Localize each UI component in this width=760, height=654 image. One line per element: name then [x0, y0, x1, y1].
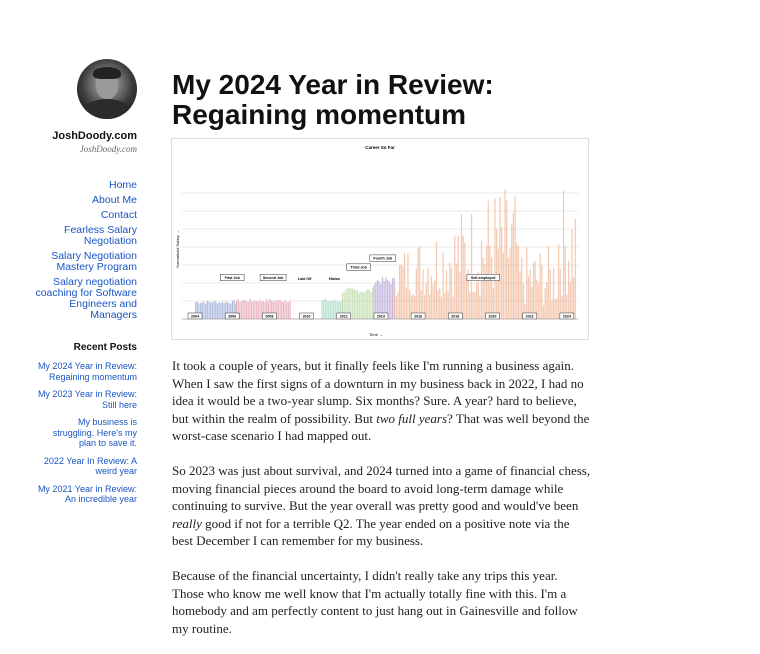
- chart-bar: [476, 283, 477, 319]
- chart-bar: [508, 258, 509, 319]
- chart-bar: [541, 265, 542, 319]
- chart-bar: [488, 201, 489, 319]
- chart-bar: [286, 302, 287, 319]
- chart-bar: [441, 297, 442, 319]
- post-paragraph: It took a couple of years, but it finally feels like I'm running a business again. When I saw the first signs of a downturn in my business back in 2022, I had no idea it would be a two-year slump. Six months? Sure. A year? hard to believe, but within the realm of possibility. But two full years? That was well beyond the worst-case scenario I had mapped out.: [172, 358, 590, 444]
- chart-bar: [254, 300, 255, 319]
- chart-bar: [491, 258, 492, 319]
- chart-bar: [436, 242, 437, 319]
- chart-bar: [511, 223, 512, 319]
- chart-bar: [459, 273, 460, 319]
- chart-bar: [249, 299, 250, 319]
- chart-tick-label: 2018: [451, 314, 460, 319]
- post-title: My 2024 Year in Review: Regaining momentum: [172, 69, 494, 130]
- chart-bar: [451, 268, 452, 319]
- chart-bar: [218, 302, 219, 319]
- chart-bar: [407, 254, 408, 319]
- chart-bar: [367, 290, 368, 319]
- chart-bar: [503, 253, 504, 319]
- chart-bar: [514, 196, 515, 319]
- recent-post-link[interactable]: My business is struggling. Here's my plan to save it.: [52, 417, 137, 448]
- chart-bar: [360, 292, 361, 319]
- chart-bar: [399, 265, 400, 319]
- chart-bar: [422, 269, 423, 319]
- chart-bar: [223, 303, 224, 319]
- chart-bar: [208, 302, 209, 319]
- chart-bar: [528, 276, 529, 319]
- recent-posts-list: [37, 361, 137, 512]
- chart-bar: [213, 301, 214, 319]
- recent-posts-heading: Recent Posts: [73, 342, 137, 353]
- chart-bar: [429, 294, 430, 319]
- chart-annotation: Self-employed: [470, 275, 496, 280]
- chart-bar: [463, 236, 464, 319]
- recent-post-link[interactable]: My 2023 Year in Review: Still here: [37, 389, 137, 410]
- chart-bar: [496, 229, 497, 319]
- chart-bar: [575, 219, 576, 319]
- chart-bar: [222, 301, 223, 319]
- chart-bar: [526, 247, 527, 319]
- chart-bar: [432, 285, 433, 319]
- chart-bar: [239, 302, 240, 319]
- recent-post-link[interactable]: 2022 Year In Review: A weird year: [43, 455, 137, 476]
- chart-bar: [456, 263, 457, 319]
- chart-bar: [396, 296, 397, 319]
- chart-bar: [558, 245, 559, 319]
- chart-title: Career So Far: [365, 145, 395, 150]
- chart-bar: [501, 227, 502, 319]
- chart-bar: [548, 246, 549, 319]
- chart-bar: [284, 301, 285, 319]
- chart-bar: [258, 302, 259, 319]
- chart-annotation: Hiatus: [328, 277, 340, 282]
- chart-bar: [248, 302, 249, 319]
- chart-bar: [426, 282, 427, 319]
- chart-bar: [516, 243, 517, 319]
- post-body: [172, 357, 592, 654]
- chart-bar: [529, 270, 530, 319]
- chart-annotation: Second Job: [262, 275, 284, 280]
- chart-bar: [281, 302, 282, 319]
- chart-bar: [419, 246, 420, 319]
- nav-fearless-salary-negotiation[interactable]: Fearless Salary Negotiation: [64, 224, 137, 247]
- chart-bar: [437, 290, 438, 319]
- chart-bar: [409, 290, 410, 319]
- chart-bar: [278, 300, 279, 319]
- chart-bar: [486, 246, 487, 319]
- chart-bar: [328, 301, 329, 319]
- chart-bar: [534, 261, 535, 319]
- chart-bar: [449, 263, 450, 319]
- chart-bar: [401, 265, 402, 319]
- recent-post-link[interactable]: My 2024 Year in Review: Regaining momentum: [37, 361, 137, 382]
- chart-bar: [416, 268, 417, 319]
- avatar-shoulders: [81, 99, 133, 119]
- chart-bar: [288, 302, 289, 319]
- chart-bar: [389, 281, 390, 319]
- chart-bar: [458, 236, 459, 319]
- chart-bar: [406, 288, 407, 319]
- chart-bar: [513, 213, 514, 319]
- chart-tick-label: 2020: [488, 314, 497, 319]
- chart-bar: [390, 284, 391, 319]
- chart-bar: [479, 295, 480, 319]
- career-chart-svg: [172, 139, 588, 339]
- recent-post-link[interactable]: My 2021 Year in Review: An incredible year: [37, 483, 137, 504]
- chart-bar: [499, 197, 500, 319]
- chart-bar: [203, 302, 204, 319]
- chart-bar: [372, 288, 373, 319]
- chart-bar: [394, 288, 395, 319]
- chart-bar: [434, 280, 435, 319]
- chart-bar: [563, 190, 564, 319]
- chart-annotation: Fourth Job: [373, 256, 393, 261]
- chart-bar: [357, 290, 358, 319]
- chart-bar: [404, 253, 405, 319]
- chart-bar: [538, 283, 539, 319]
- chart-bar: [244, 300, 245, 319]
- chart-xlabel: Time →: [369, 332, 383, 337]
- chart-bar: [565, 246, 566, 319]
- career-chart: [171, 138, 589, 340]
- chart-bar: [555, 299, 556, 319]
- post-paragraph: Because of the financial uncertainty, I didn't really take any trips this year. Those who know me well know that I'm actually totally fine with this. I'm a homebody and am perfectly content to just hang out in Gainesville and follow my routine.: [172, 567, 578, 636]
- nav-about-me[interactable]: About Me: [92, 194, 137, 206]
- chart-tick-label: 2022: [525, 314, 534, 319]
- chart-bar: [355, 290, 356, 319]
- chart-bar: [483, 258, 484, 319]
- site-subtitle: JoshDoody.com: [79, 144, 137, 154]
- chart-bar: [261, 301, 262, 319]
- chart-bar: [473, 292, 474, 319]
- chart-bar: [571, 229, 572, 319]
- nav-contact[interactable]: Contact: [100, 209, 137, 221]
- chart-tick-label: 2012: [339, 314, 348, 319]
- chart-bar: [543, 305, 544, 319]
- chart-bar: [556, 298, 557, 319]
- chart-bar: [444, 292, 445, 319]
- chart-bar: [568, 261, 569, 319]
- chart-bar: [382, 277, 383, 319]
- chart-bar: [431, 277, 432, 319]
- chart-bar: [321, 300, 322, 319]
- chart-bar: [210, 302, 211, 319]
- chart-bar: [471, 214, 472, 319]
- chart-bar: [461, 214, 462, 319]
- chart-bar: [494, 198, 495, 319]
- chart-bar: [243, 300, 244, 319]
- chart-bar: [519, 271, 520, 319]
- chart-bar: [205, 304, 206, 319]
- chart-bar: [498, 248, 499, 319]
- chart-bar: [212, 303, 213, 319]
- chart-bar: [474, 293, 475, 319]
- chart-annotation: First Job: [224, 275, 240, 280]
- chart-bar: [246, 301, 247, 319]
- chart-bar: [256, 301, 257, 319]
- chart-bar: [289, 301, 290, 319]
- chart-bar: [464, 243, 465, 319]
- nav-home[interactable]: Home: [108, 179, 137, 191]
- chart-bar: [259, 300, 260, 319]
- chart-bar: [506, 200, 507, 319]
- chart-bar: [550, 269, 551, 319]
- chart-tick-label: 2024: [562, 314, 571, 319]
- chart-bar: [466, 277, 467, 319]
- chart-tick-label: 2016: [414, 314, 423, 319]
- chart-tick-label: 2014: [376, 314, 385, 319]
- chart-bar: [446, 270, 447, 319]
- nav-salary-coaching[interactable]: Salary negotiation coaching for Software Engineers and Managers: [35, 276, 137, 321]
- chart-bar: [533, 263, 534, 319]
- chart-bar: [326, 301, 327, 319]
- chart-bar: [220, 303, 221, 319]
- chart-bar: [369, 289, 370, 319]
- avatar-hair: [93, 67, 121, 79]
- chart-bar: [392, 278, 393, 319]
- chart-bar: [560, 269, 561, 319]
- nav-salary-negotiation-mastery[interactable]: Salary Negotiation Mastery Program: [51, 250, 137, 273]
- chart-bar: [333, 299, 334, 319]
- chart-tick-label: 2004: [191, 314, 200, 319]
- chart-bar: [325, 299, 326, 319]
- chart-bar: [509, 248, 510, 319]
- chart-bar: [489, 246, 490, 319]
- chart-bar: [251, 301, 252, 319]
- chart-tick-label: 2006: [228, 314, 237, 319]
- chart-tick-label: 2010: [302, 314, 311, 319]
- chart-bar: [546, 282, 547, 319]
- chart-bar: [553, 268, 554, 319]
- chart-bar: [335, 301, 336, 319]
- chart-bar: [359, 294, 360, 319]
- chart-bar: [207, 301, 208, 319]
- post-paragraph: So 2023 was just about survival, and 2024 turned into a game of financial chess, moving financial pieces around the board to avoid long-term damage while continuing to survive. But the year overall was pretty good and would've been really good if not for a terrible Q2. The year ended on a positive note via the best December I can remember for my business.: [172, 462, 591, 549]
- chart-bar: [427, 268, 428, 319]
- site-name[interactable]: JoshDoody.com: [52, 130, 137, 142]
- chart-bar: [402, 266, 403, 319]
- author-avatar[interactable]: [77, 59, 137, 119]
- chart-annotation: Laid Off: [297, 277, 312, 282]
- chart-bar: [439, 288, 440, 319]
- chart-bar: [253, 302, 254, 319]
- chart-bar: [330, 301, 331, 319]
- chart-bar: [504, 189, 505, 319]
- chart-bar: [442, 253, 443, 319]
- chart-bar: [417, 248, 418, 319]
- chart-bar: [241, 301, 242, 319]
- main-nav: [27, 180, 137, 325]
- chart-bar: [331, 301, 332, 319]
- chart-bar: [484, 264, 485, 319]
- chart-tick-label: 2008: [265, 314, 274, 319]
- chart-bar: [323, 300, 324, 319]
- chart-bar: [362, 292, 363, 319]
- chart-bar: [518, 246, 519, 319]
- chart-bar: [545, 288, 546, 319]
- chart-bar: [365, 291, 366, 319]
- chart-bar: [352, 289, 353, 319]
- chart-bar: [540, 254, 541, 319]
- chart-bar: [279, 300, 280, 319]
- chart-bar: [283, 302, 284, 319]
- chart-bar: [397, 292, 398, 319]
- chart-bar: [364, 292, 365, 319]
- chart-bar: [454, 236, 455, 319]
- chart-bar: [469, 292, 470, 319]
- chart-ylabel: Normalized Salary →: [175, 230, 180, 268]
- chart-bar: [573, 277, 574, 319]
- chart-bar: [521, 258, 522, 319]
- chart-bar: [215, 301, 216, 319]
- chart-bar: [551, 300, 552, 319]
- chart-annotation: Third Job: [350, 265, 367, 270]
- chart-bar: [370, 292, 371, 319]
- chart-bar: [217, 304, 218, 319]
- chart-bar: [354, 289, 355, 319]
